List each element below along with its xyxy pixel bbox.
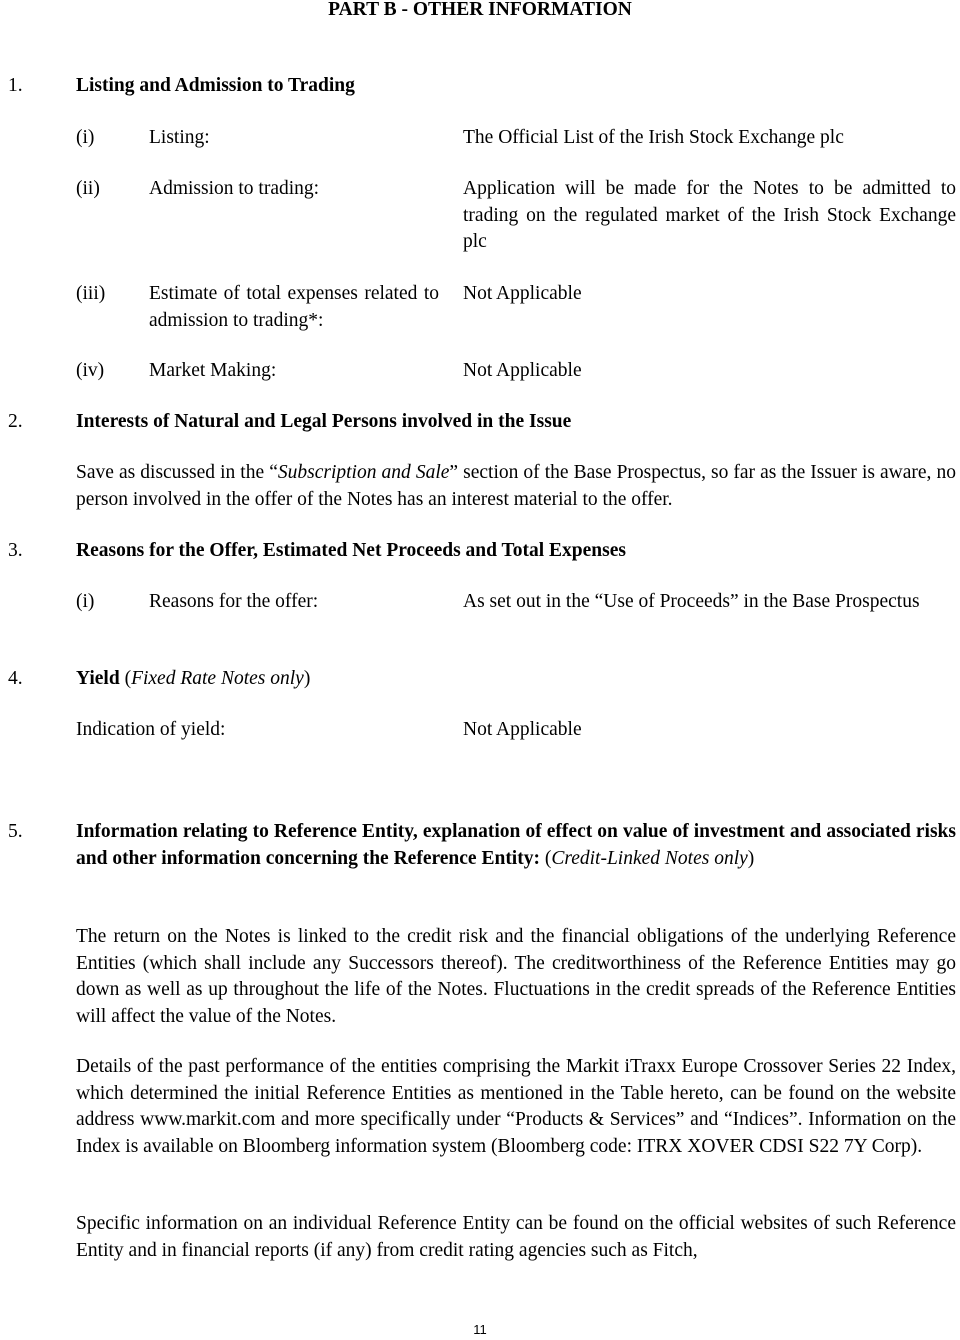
section-5-heading bbox=[0, 819, 956, 872]
item-label: Market Making: bbox=[149, 360, 277, 381]
item-value: Application will be made for the Notes to be admitted to trading on the regulated market of the Irish Stock Exchange plc bbox=[463, 178, 956, 252]
item-label: Indication of yield: bbox=[76, 719, 226, 740]
section-number: 5. bbox=[8, 821, 23, 842]
section-title-bold: Information relating to Reference Entity, explanation of effect on value of investment and associated risks and other information concerning the Reference Entity: bbox=[76, 821, 956, 869]
item-value: Not Applicable bbox=[463, 360, 582, 381]
paragraph-text: Save as discussed in the “ bbox=[76, 462, 278, 483]
item-label: Reasons for the offer: bbox=[149, 591, 319, 612]
item-number: (ii) bbox=[76, 178, 100, 199]
item-label: Admission to trading: bbox=[149, 178, 320, 199]
item-value: Not Applicable bbox=[463, 719, 582, 740]
item-value: The Official List of the Irish Stock Exchange plc bbox=[463, 127, 844, 148]
section-title: Interests of Natural and Legal Persons involved in the Issue bbox=[76, 411, 572, 432]
section-3-heading bbox=[0, 538, 956, 565]
credit-risk-paragraph: The return on the Notes is linked to the credit risk and the financial obligations of the underlying Reference Entities (which shall include any Successors thereof). The creditworthiness of the Reference Entities may go down as well as up throughout the life of the Notes. Fluctuations in the credit spreads of the Reference Entities will affect the value of the Notes. bbox=[76, 926, 956, 1027]
item-label: Listing: bbox=[149, 127, 210, 148]
section-title: Reasons for the Offer, Estimated Net Proceeds and Total Expenses bbox=[76, 540, 626, 561]
paren: ( bbox=[119, 668, 132, 689]
section-title-bold: Yield bbox=[76, 668, 120, 689]
section-title-italic: Fixed Rate Notes only bbox=[131, 668, 304, 689]
item-number: (iii) bbox=[76, 283, 106, 304]
interests-paragraph bbox=[76, 460, 956, 513]
paren: ) bbox=[303, 668, 311, 689]
section-title-italic: Credit-Linked Notes only bbox=[551, 847, 748, 869]
section-number: 1. bbox=[8, 75, 23, 96]
section-title: Listing and Admission to Trading bbox=[76, 75, 355, 96]
item-value: Not Applicable bbox=[463, 283, 582, 304]
paren: ) bbox=[747, 847, 755, 869]
item-number: (iv) bbox=[76, 360, 105, 381]
section-2-heading bbox=[0, 409, 956, 436]
reference-entity-paragraph: Specific information on an individual Reference Entity can be found on the official websites of such Reference Entity and in financial reports (if any) from credit rating agencies such as Fitch, bbox=[76, 1213, 956, 1261]
section-number: 2. bbox=[8, 411, 23, 432]
section-number: 4. bbox=[8, 668, 23, 689]
section-1-heading bbox=[0, 73, 956, 100]
item-label: Estimate of total expenses related to admission to trading*: bbox=[149, 283, 439, 331]
section-4-heading bbox=[0, 666, 956, 693]
item-number: (i) bbox=[76, 591, 95, 612]
page-number: 11 bbox=[473, 1322, 487, 1337]
section-title bbox=[76, 819, 956, 872]
section-title bbox=[76, 666, 956, 693]
paragraph-text: ” section of the Base Prospectus, so far as the Issuer is aware, no person involved in the offer of the Notes has an interest material to the offer. bbox=[76, 462, 956, 510]
page-title: PART B - OTHER INFORMATION bbox=[328, 0, 632, 20]
paragraph-italic-text: Subscription and Sale bbox=[277, 462, 450, 483]
item-number: (i) bbox=[76, 127, 95, 148]
paren: ( bbox=[539, 847, 552, 869]
index-details-paragraph: Details of the past performance of the entities comprising the Markit iTraxx Europe Crossover Series 22 Index, which determined the initial Reference Entities as mentioned in the Table hereto, can be found on the website address www.markit.com and more specifically under “Products & Services” and “Indices”. Information on the Index is available on Bloomberg information system (Bloomberg code: ITRX XOVER CDSI S22 7Y Corp). bbox=[76, 1056, 956, 1157]
item-value: As set out in the “Use of Proceeds” in the Base Prospectus bbox=[463, 591, 920, 612]
section-number: 3. bbox=[8, 540, 23, 561]
